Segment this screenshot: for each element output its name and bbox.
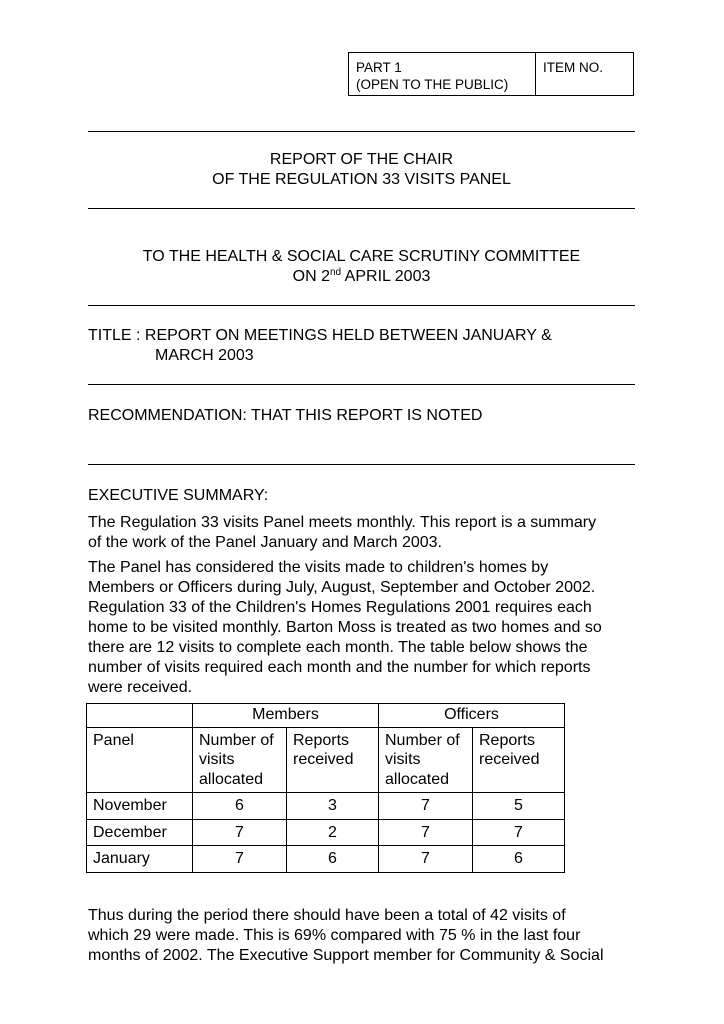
table-row: [87, 846, 565, 873]
members-received-cell: 6: [287, 846, 379, 873]
date-prefix: ON 2: [292, 268, 330, 285]
table-header-row: [87, 727, 565, 793]
text-line: which 29 were made. This is 69% compared with 75 % in the last four: [88, 927, 581, 944]
officers-allocated-header: Number of visits allocated: [379, 727, 473, 793]
summary-paragraph-2: [88, 558, 648, 698]
date-ordinal: nd: [329, 267, 342, 278]
closing-paragraph: [88, 906, 648, 966]
text-line: there are 12 visits to complete each month. The table below shows the: [88, 639, 588, 656]
text-line: The Regulation 33 visits Panel meets monthly. This report is a summary: [88, 514, 597, 531]
report-of-line2: OF THE REGULATION 33 VISITS PANEL: [212, 171, 511, 188]
meeting-date: [88, 267, 635, 287]
members-received-header: Reports received: [287, 727, 379, 793]
summary-paragraph-1: [88, 513, 648, 553]
members-allocated-cell: 7: [193, 819, 287, 846]
part-label: PART 1: [356, 60, 402, 75]
month-cell: November: [87, 793, 193, 820]
members-header: Members: [193, 704, 379, 728]
text-line: home to be visited monthly. Barton Moss is treated as two homes and so: [88, 619, 602, 636]
officers-allocated-cell: 7: [379, 846, 473, 873]
divider-rule: [88, 208, 635, 209]
officers-allocated-cell: 7: [379, 793, 473, 820]
text-line: of the work of the Panel January and March 2003.: [88, 534, 442, 551]
table-row: [87, 819, 565, 846]
report-of-block: [88, 150, 635, 190]
item-no-label: ITEM NO.: [543, 60, 603, 75]
title-line2: MARCH 2003: [155, 347, 254, 364]
panel-header: Panel: [87, 727, 193, 793]
officers-allocated-cell: 7: [379, 819, 473, 846]
text-line: Members or Officers during July, August, September and October 2002.: [88, 579, 596, 596]
table-row: [87, 793, 565, 820]
officers-received-header: Reports received: [473, 727, 565, 793]
officers-received-cell: 7: [473, 819, 565, 846]
officers-received-cell: 6: [473, 846, 565, 873]
recommendation: RECOMMENDATION: THAT THIS REPORT IS NOTED: [88, 407, 483, 424]
text-line: Thus during the period there should have been a total of 42 visits of: [88, 907, 566, 924]
divider-rule: [88, 384, 635, 385]
text-line: months of 2002. The Executive Support member for Community & Social: [88, 947, 604, 964]
item-no-cell: [536, 53, 633, 95]
header-box: [348, 52, 634, 96]
text-line: The Panel has considered the visits made to children's homes by: [88, 559, 549, 576]
divider-rule: [88, 305, 635, 306]
access-label: (OPEN TO THE PUBLIC): [356, 77, 509, 92]
report-title: [88, 326, 648, 366]
date-suffix: APRIL 2003: [341, 268, 431, 285]
divider-rule: [88, 464, 635, 465]
month-cell: January: [87, 846, 193, 873]
members-allocated-cell: 7: [193, 846, 287, 873]
visits-table: [86, 703, 565, 873]
title-line1: TITLE : REPORT ON MEETINGS HELD BETWEEN JANUARY &: [88, 327, 552, 344]
text-line: were received.: [88, 679, 193, 696]
divider-rule: [88, 131, 635, 132]
table-group-row: [87, 704, 565, 728]
officers-header: Officers: [379, 704, 565, 728]
members-allocated-cell: 6: [193, 793, 287, 820]
officers-received-cell: 5: [473, 793, 565, 820]
part-cell: [349, 53, 536, 95]
members-received-cell: 3: [287, 793, 379, 820]
members-allocated-header: Number of visits allocated: [193, 727, 287, 793]
month-cell: December: [87, 819, 193, 846]
report-of-line1: REPORT OF THE CHAIR: [269, 151, 454, 168]
table-corner-cell: [87, 704, 193, 728]
summary-heading: EXECUTIVE SUMMARY:: [88, 487, 269, 504]
text-line: Regulation 33 of the Children's Homes Regulations 2001 requires each: [88, 599, 592, 616]
members-received-cell: 2: [287, 819, 379, 846]
text-line: number of visits required each month and the number for which reports: [88, 659, 591, 676]
recipient-line: TO THE HEALTH & SOCIAL CARE SCRUTINY COMMITTEE: [142, 248, 581, 265]
recipient-block: [88, 247, 635, 287]
